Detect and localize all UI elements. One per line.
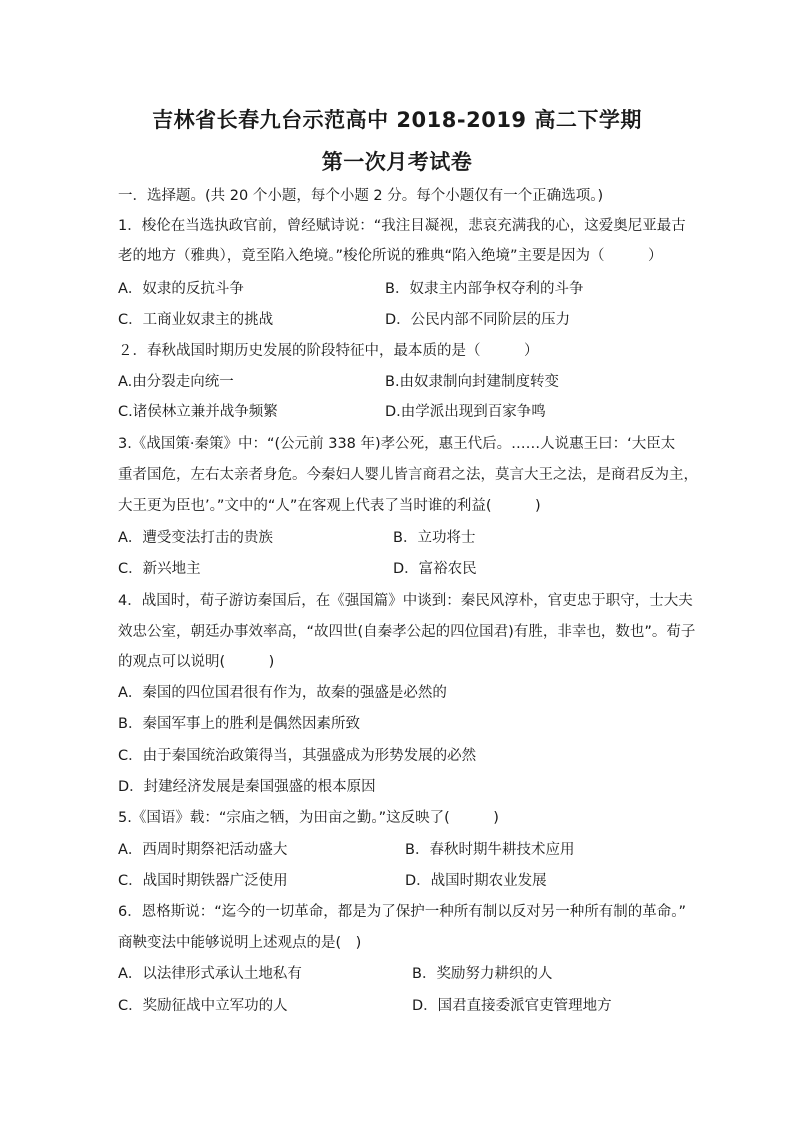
q6-stem-line: 6．恩格斯说：“迄今的一切革命，都是为了保护一种所有制以反对另一种所有制的革命。” [118,904,686,920]
q3-option-b: B．立功将士 [393,530,476,546]
section-heading: 一．选择题。(共 20 个小题，每个小题 2 分。每个小题仅有一个正确选项。) [118,188,604,204]
q4-option-a: A．秦国的四位国君很有作为，故秦的强盛是必然的 [118,685,447,701]
q3-stem-line: 3.《战国策·秦策》中：“(公元前 338 年)孝公死，惠王代后。……人说惠王曰：‘大臣太 [118,436,676,452]
q5-option-d: D．战国时期农业发展 [405,873,547,889]
q5-stem-line: 5.《国语》载：“宗庙之牺，为田亩之勤。”这反映了( ) [118,810,499,826]
q6-option-d: D．国君直接委派官吏管理地方 [412,998,612,1014]
q4-option-c: C．由于秦国统治政策得当，其强盛成为形势发展的必然 [118,748,477,764]
q4-stem-line: 4．战国时，荀子游访秦国后，在《强国篇》中谈到：秦民风淳朴，官吏忠于职守，士大夫 [118,593,693,609]
q1-option-a: A．奴隶的反抗斗争 [118,281,244,297]
q5-option-b: B．春秋时期牛耕技术应用 [405,842,575,858]
q6-option-c: C．奖励征战中立军功的人 [118,998,288,1014]
q1-stem-line: 1．梭伦在当选执政官前，曾经赋诗说：“我注目凝视，悲哀充满我的心，这爱奥尼亚最古 [118,218,686,234]
q1-option-b: B．奴隶主内部争权夺利的斗争 [385,281,584,297]
q3-stem-line: 重者国危，左右太亲者身危。今秦妇人婴儿皆言商君之法，莫言大王之法，是商君反为主， [118,467,698,483]
q3-stem-line: 大王更为臣也’。”文中的“人”在客观上代表了当时谁的利益( ) [118,498,541,514]
q3-option-c: C．新兴地主 [118,561,201,577]
q1-option-d: D．公民内部不同阶层的压力 [385,312,571,328]
q5-option-a: A．西周时期祭祀活动盛大 [118,842,288,858]
q2-stem-line: ２．春秋战国时期历史发展的阶段特征中，最本质的是（ ） [118,343,539,359]
q2-option-d: D.由学派出现到百家争鸣 [385,404,546,420]
q2-option-b: B.由奴隶制向封建制度转变 [385,374,560,390]
q2-option-a: A.由分裂走向统一 [118,374,234,390]
q1-option-c: C．工商业奴隶主的挑战 [118,312,274,328]
q3-option-a: A．遭受变法打击的贵族 [118,530,273,546]
q4-stem-line: 的观点可以说明( ) [118,654,275,670]
q1-stem-line: 老的地方（雅典），竟至陷入绝境。”梭伦所说的雅典“陷入绝境”主要是因为（ ） [118,248,663,264]
exam-title: 吉林省长春九台示范高中 2018-2019 高二下学期 [152,108,642,132]
q2-option-c: C.诸侯林立兼并战争频繁 [118,404,278,420]
q4-stem-line: 效忠公室，朝廷办事效率高，“故四世(自秦孝公起的四位国君)有胜，非幸也，数也”。荀子 [118,624,696,640]
q4-option-d: D．封建经济发展是秦国强盛的根本原因 [118,779,376,795]
q5-option-c: C．战国时期铁器广泛使用 [118,873,288,889]
exam-subtitle: 第一次月考试卷 [321,150,473,174]
q6-option-a: A．以法律形式承认土地私有 [118,966,302,982]
q6-option-b: B．奖励努力耕织的人 [412,966,553,982]
q4-option-b: B．秦国军事上的胜利是偶然因素所致 [118,716,360,732]
q6-stem-line: 商鞅变法中能够说明上述观点的是( ) [118,935,362,951]
q3-option-d: D．富裕农民 [393,561,477,577]
